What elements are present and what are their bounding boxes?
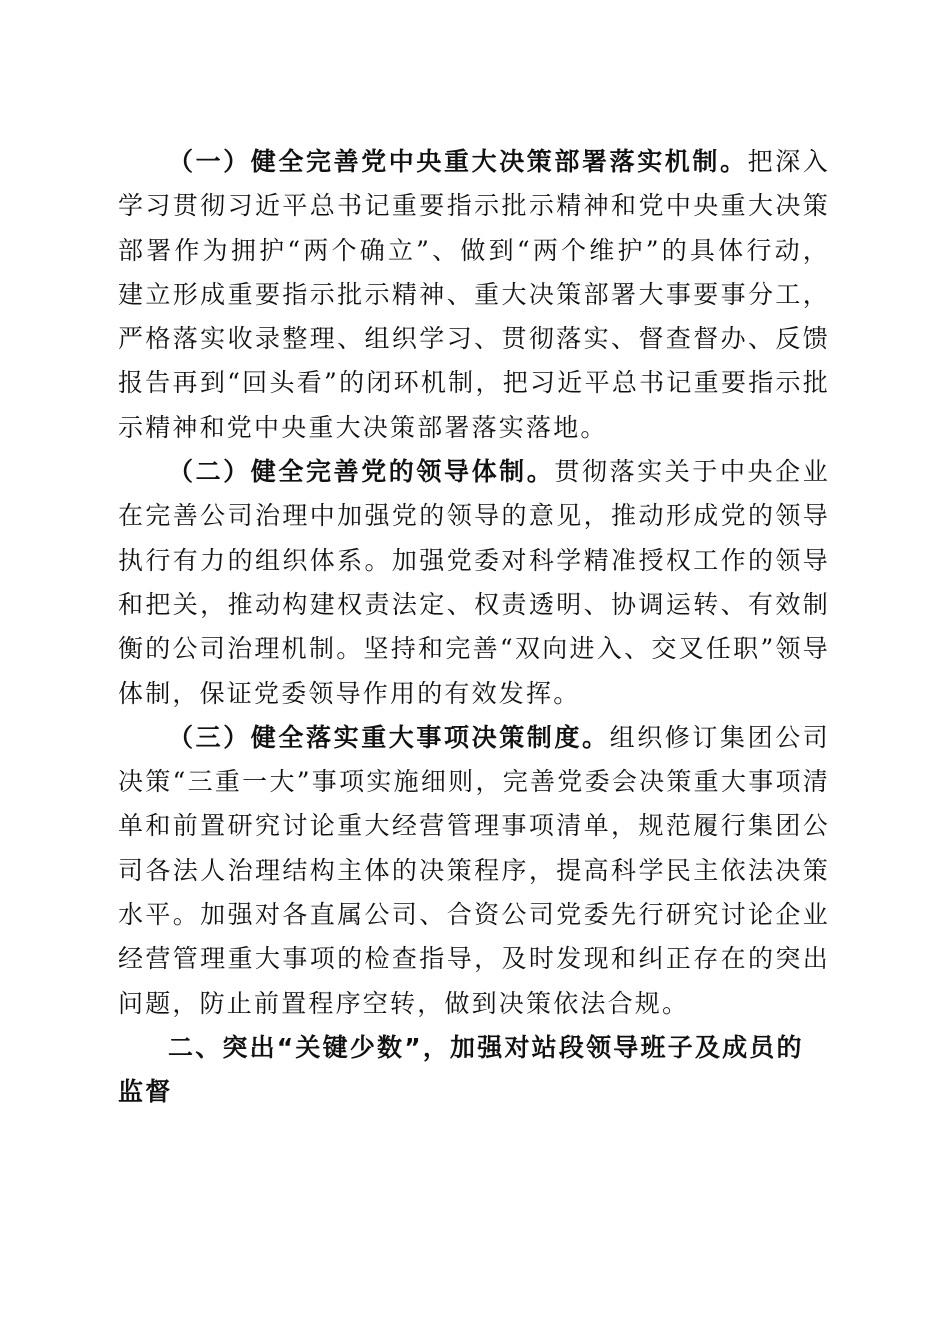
paragraph-2-body: 贯彻落实关于中央企业在完善公司治理中加强党的领导的意见，推动形成党的领导执行有力的组织体系。加强党委对科学精准授权工作的领导和把关，推动构建权责法定、权责透明、协调运转、有效制衡的公司治理机制。坚持和完善“双向进入、交叉任职”领导体制，保证党委领导作用的有效发挥。 [118, 457, 830, 708]
paragraph-2 [118, 450, 830, 716]
paragraph-1-lead: （一）健全完善党中央重大决策部署落实机制。 [168, 147, 748, 176]
paragraph-1-body: 把深入学习贯彻习近平总书记重要指示批示精神和党中央重大决策部署作为拥护“两个确立”、做到“两个维护”的具体行动，建立形成重要指示批示精神、重大决策部署大事要事分工，严格落实收录整理、组织学习、贯彻落实、督查督办、反馈报告再到“回头看”的闭环机制，把习近平总书记重要指示批示精神和党中央重大决策部署落实落地。 [118, 147, 830, 442]
paragraph-1 [118, 140, 830, 450]
paragraph-3-body: 组织修订集团公司决策“三重一大”事项实施细则，完善党委会决策重大事项清单和前置研究讨论重大经营管理事项清单，规范履行集团公司各法人治理结构主体的决策程序，提高科学民主依法决策水平。加强对各直属公司、合资公司党委先行研究讨论企业经营管理重大事项的检查指导，及时发现和纠正存在的突出问题，防止前置程序空转，做到决策依法合规。 [118, 722, 830, 1018]
paragraph-2-lead: （二）健全完善党的领导体制。 [168, 457, 555, 487]
section-heading: 二、突出“关键少数”，加强对站段领导班子及成员的监督 [118, 1032, 804, 1107]
paragraph-3-lead: （三）健全落实重大事项决策制度。 [168, 722, 610, 752]
paragraph-3 [118, 716, 830, 1026]
document-page [118, 140, 830, 1115]
